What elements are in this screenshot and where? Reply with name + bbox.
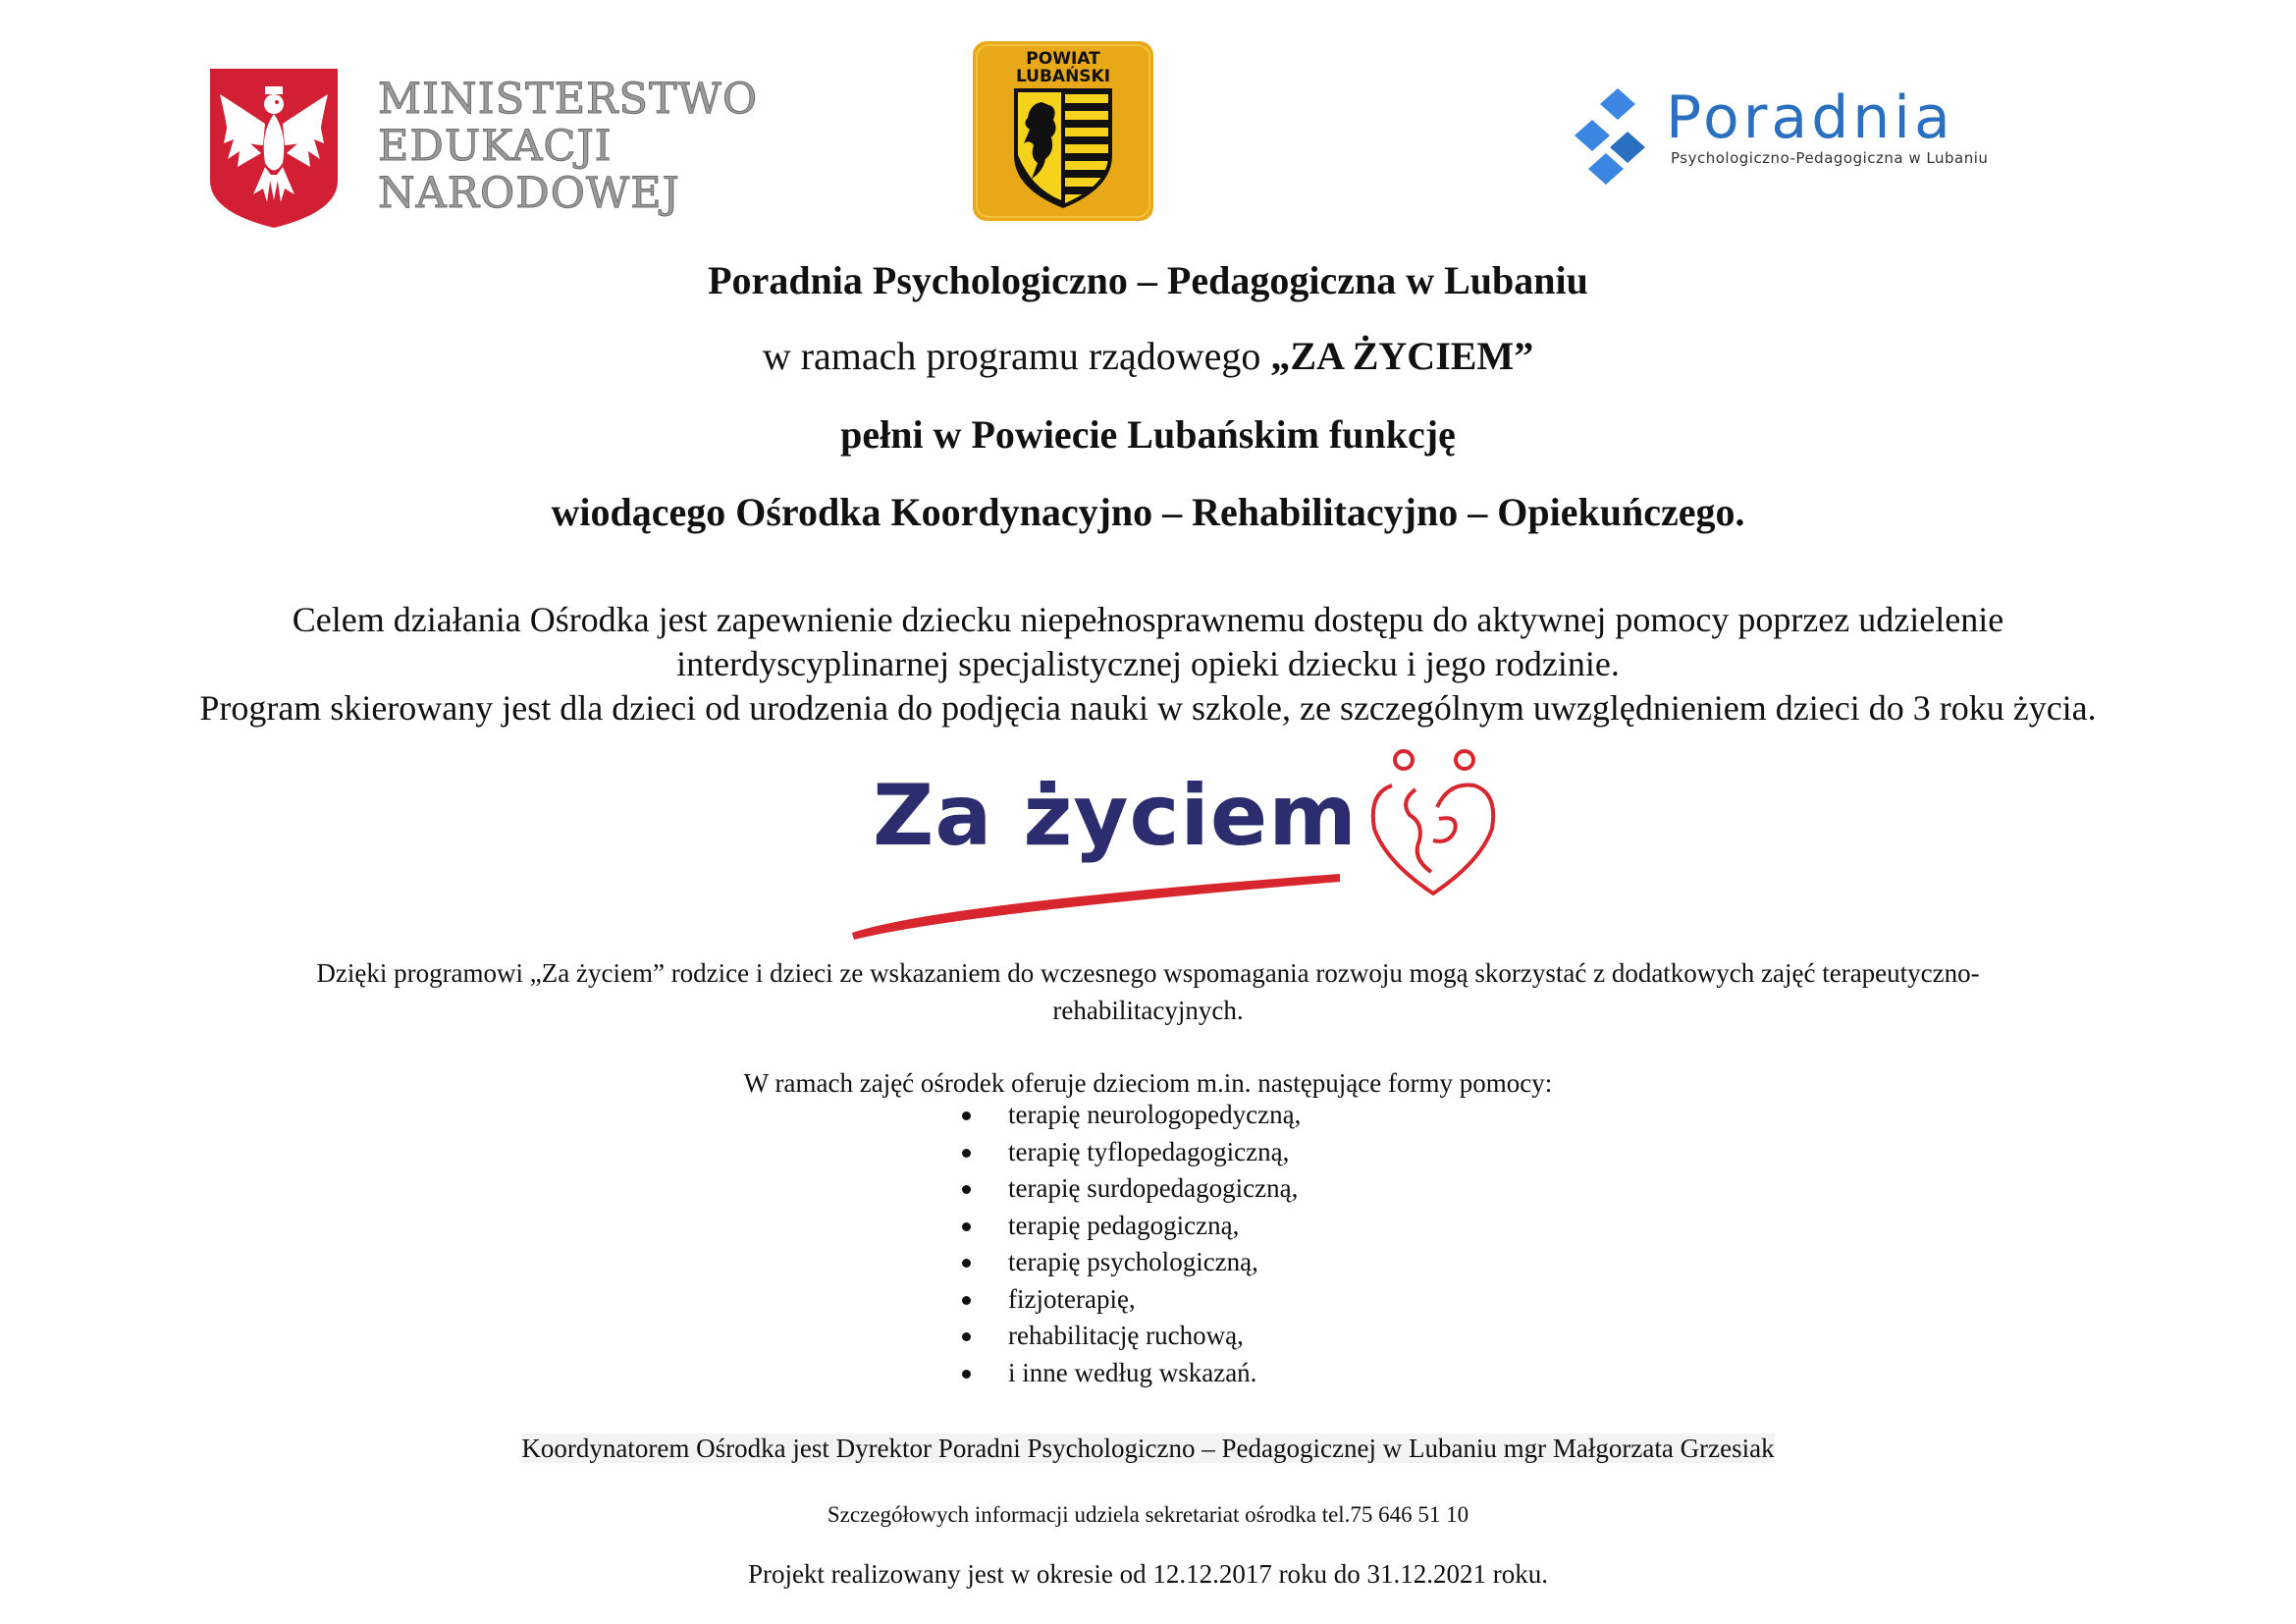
intro-line-3: Program skierowany jest dla dzieci od urodzenia do podjęcia nauki w szkole, ze szczególnym uwzględnieniem dzieci do 3 roku życia.: [199, 688, 2097, 728]
heading-line-4: wiodącego Ośrodka Koordynacyjno – Rehabilitacyjno – Opiekuńczego.: [551, 490, 1745, 534]
program-line-2: rehabilitacyjnych.: [1052, 996, 1244, 1025]
list-item: terapię pedagogiczną,: [957, 1208, 1301, 1245]
poradnia-dots-icon: [1571, 84, 1664, 188]
poradnia-name: Poradnia: [1666, 83, 1954, 152]
poradnia-logo: [1571, 84, 2002, 192]
help-forms-list: [957, 1097, 1301, 1391]
heading-line-2: [0, 334, 2296, 378]
heading-line-1: Poradnia Psychologiczno – Pedagogiczna w Lubaniu: [708, 258, 1588, 302]
list-item: terapię surdopedagogiczną,: [957, 1170, 1301, 1208]
za-zyciem-graphics: [844, 746, 1512, 943]
coordinator-row: [0, 1435, 2296, 1462]
project-period: Projekt realizowany jest w okresie od 12.12.2017 roku do 31.12.2021 roku.: [747, 1559, 1549, 1589]
intro-line-2: interdyscyplinarnej specjalistycznej opieki dziecku i jego rodzinie.: [676, 644, 1620, 683]
ministry-line-2: EDUKACJI: [378, 122, 613, 171]
ministry-line-1: MINISTERSTWO: [378, 75, 759, 124]
ministry-logo: [206, 65, 759, 232]
list-item: fizjoterapię,: [957, 1281, 1301, 1319]
list-item: terapię psychologiczną,: [957, 1244, 1301, 1281]
poradnia-subtitle: Psychologiczno-Pedagogiczna w Lubaniu: [1671, 149, 1989, 167]
powiat-line-2: LUBAŃSKI: [1015, 67, 1111, 86]
list-item: terapię neurologopedyczną,: [957, 1097, 1301, 1134]
powiat-line-1: POWIAT: [1026, 49, 1100, 69]
red-swoosh-icon: [852, 874, 1340, 940]
ministry-line-3: NARODOWEJ: [378, 169, 680, 218]
contact-info: Szczegółowych informacji udziela sekretariat ośrodka tel.75 646 51 10: [827, 1502, 1469, 1527]
intro-line-1: Celem działania Ośrodka jest zapewnienie dziecku niepełnosprawnemu dostępu do aktywnej pomocy poprzez udzielenie: [292, 600, 2004, 639]
za-zyciem-text: Za życiem: [873, 767, 1358, 865]
program-line-1: Dzięki programowi „Za życiem” rodzice i dzieci ze wskazaniem do wczesnego wspomagania rozwoju mogą skorzystać z dodatkowych zajęć terapeutyczno-: [316, 958, 1980, 988]
program-name: „ZA ŻYCIEM”: [1270, 334, 1534, 378]
heart-icon: [1373, 751, 1493, 893]
heading-line-2-prefix: w ramach programu rządowego: [762, 334, 1271, 378]
list-item: i inne według wskazań.: [957, 1355, 1301, 1392]
za-zyciem-logo: [844, 746, 1512, 943]
coordinator-text: Koordynatorem Ośrodka jest Dyrektor Poradni Psychologiczno – Pedagogicznej w Lubaniu mgr Małgorzata Grzesiak: [521, 1434, 1775, 1463]
heading-line-3: pełni w Powiecie Lubańskim funkcję: [840, 412, 1456, 457]
polish-eagle-icon: [206, 65, 342, 230]
list-item: terapię tyflopedagogiczną,: [957, 1134, 1301, 1171]
powiat-lubanski-logo: [973, 41, 1153, 221]
list-item: rehabilitację ruchową,: [957, 1318, 1301, 1355]
offer-intro: W ramach zajęć ośrodek oferuje dzieciom m.in. następujące formy pomocy:: [743, 1068, 1553, 1098]
